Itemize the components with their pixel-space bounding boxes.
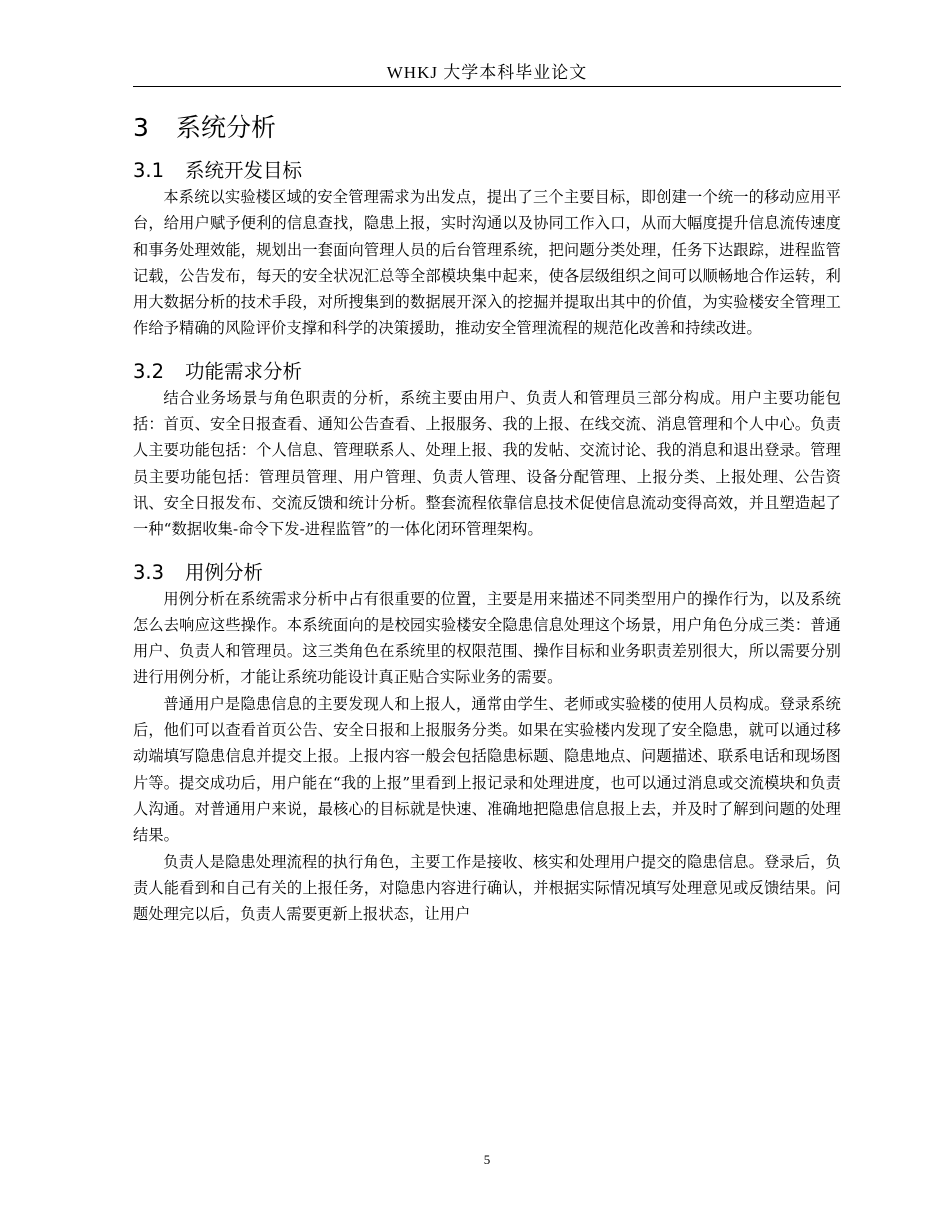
chapter-number: 3 xyxy=(133,113,149,142)
page-number: 5 xyxy=(483,1152,491,1167)
section-title xyxy=(133,359,841,385)
section-title xyxy=(133,158,841,184)
section-title-text: 用例分析 xyxy=(185,560,264,584)
section-title xyxy=(133,560,841,586)
section-number: 3.2 xyxy=(133,359,165,383)
header-rule xyxy=(133,86,841,87)
section-3-2 xyxy=(133,359,841,543)
section-3-3 xyxy=(133,560,841,928)
paragraph: 结合业务场景与角色职责的分析，系统主要由用户、负责人和管理员三部分构成。用户主要功能包括：首页、安全日报查看、通知公告查看、上报服务、我的上报、在线交流、消息管理和个人中心。负责人主要功能包括：个人信息、管理联系人、处理上报、我的发帖、交流讨论、我的消息和退出登录。管理员主要功能包括：管理员管理、用户管理、负责人管理、设备分配管理、上报分类、上报处理、公告资讯、安全日报发布、交流反馈和统计分析。整套流程依靠信息技术促使信息流动变得高效，并且塑造起了一种“数据收集-命令下发-进程监管”的一体化闭环管理架构。 xyxy=(133,388,841,539)
section-title-text: 功能需求分析 xyxy=(185,359,303,383)
paragraph: 负责人是隐患处理流程的执行角色，主要工作是接收、核实和处理用户提交的隐患信息。登录后，负责人能看到和自己有关的上报任务，对隐患内容进行确认，并根据实际情况填写处理意见或反馈结果。问题处理完以后，负责人需要更新上报状态，让用户 xyxy=(133,852,841,924)
chapter-title-text: 系统分析 xyxy=(176,113,277,142)
chapter-title xyxy=(133,108,841,148)
section-3-1 xyxy=(133,158,841,342)
paragraph: 本系统以实验楼区域的安全管理需求为出发点，提出了三个主要目标，即创建一个统一的移动应用平台，给用户赋予便利的信息查找，隐患上报，实时沟通以及协同工作入口，从而大幅度提升信息流传速度和事务处理效能，规划出一套面向管理人员的后台管理系统，把问题分类处理，任务下达跟踪，进程监管记载，公告发布，每天的安全状况汇总等全部模块集中起来，使各层级组织之间可以顺畅地合作运转，利用大数据分析的技术手段，对所搜集到的数据展开深入的挖掘并提取出其中的价值，为实验楼安全管理工作给予精确的风险评价支撑和科学的决策援助，推动安全管理流程的规范化改善和持续改进。 xyxy=(133,188,841,338)
section-title-text: 系统开发目标 xyxy=(185,159,303,182)
section-number: 3.3 xyxy=(133,560,165,584)
running-header: WHKJ 大学本科毕业论文 xyxy=(386,63,588,82)
section-spacer xyxy=(133,543,841,560)
section-spacer xyxy=(133,342,841,359)
paragraph: 普通用户是隐患信息的主要发现人和上报人，通常由学生、老师或实验楼的使用人员构成。登录系统后，他们可以查看首页公告、安全日报和上报服务分类。如果在实验楼内发现了安全隐患，就可以通过移动端填写隐患信息并提交上报。上报内容一般会包括隐患标题、隐患地点、问题描述、联系电话和现场图片等。提交成功后，用户能在“我的上报”里看到上报记录和处理进度，也可以通过消息或交流模块和负责人沟通。对普通用户来说，最核心的目标就是快速、准确地把隐患信息报上去，并及时了解到问题的处理结果。 xyxy=(133,694,841,845)
paragraph: 用例分析在系统需求分析中占有很重要的位置，主要是用来描述不同类型用户的操作行为，以及系统怎么去响应这些操作。本系统面向的是校园实验楼安全隐患信息处理这个场景，用户角色分成三类：普通用户、负责人和管理员。这三类角色在系统里的权限范围、操作目标和业务职责差别很大，所以需要分别进行用例分析，才能让系统功能设计真正贴合实际业务的需要。 xyxy=(133,589,841,687)
section-number: 3.1 xyxy=(133,159,165,182)
page-body xyxy=(133,108,841,927)
